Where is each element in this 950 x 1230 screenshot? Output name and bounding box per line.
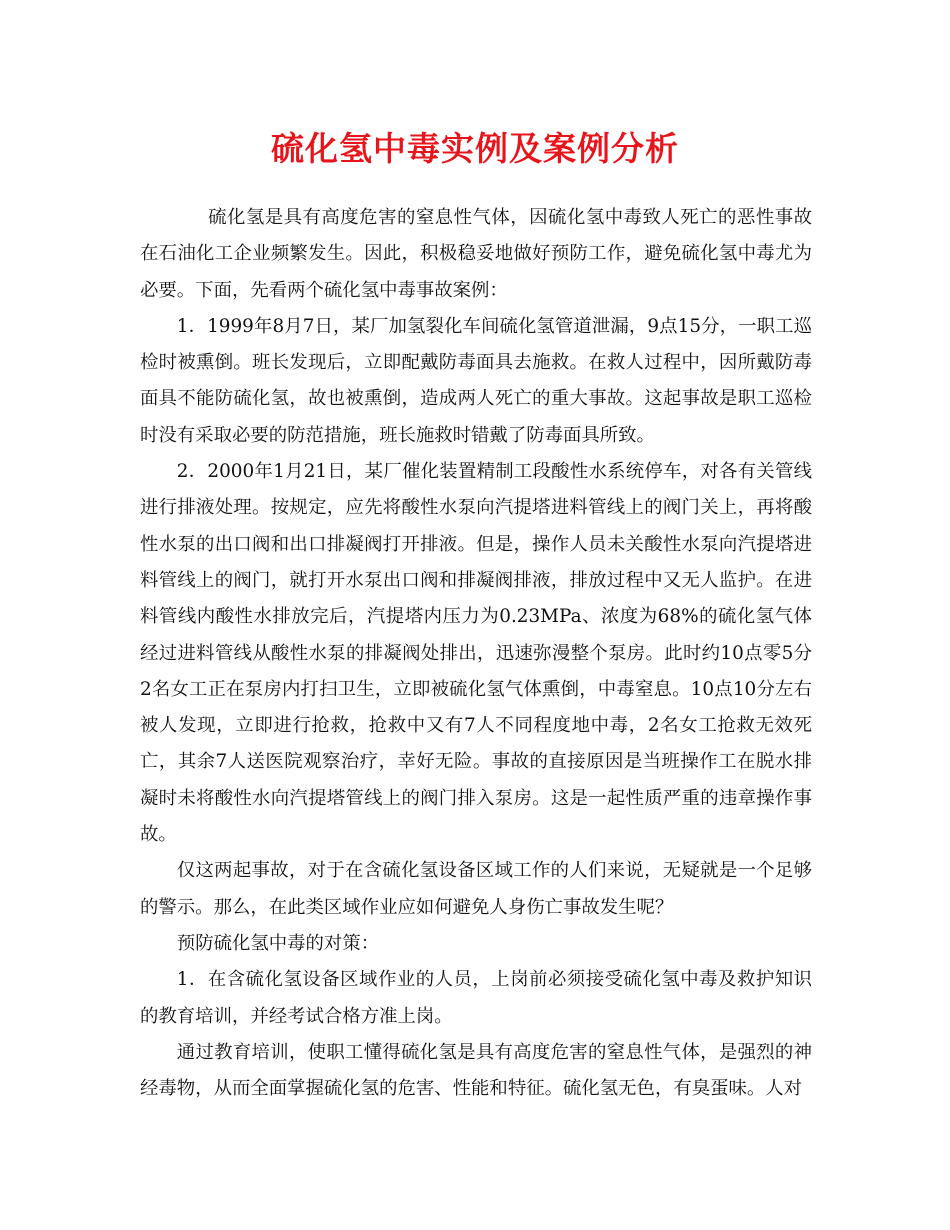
paragraph-case-2: 2．2000年1月21日，某厂催化装置精制工段酸性水系统停车，对各有关管线进行排液处理。按规定，应先将酸性水泵向汽提塔进料管线上的阀门关上，再将酸性水泵的出口阀和出口排凝阀打开排液。但是，操作人员未关酸性水泵向汽提塔进料管线上的阀门，就打开水泵出口阀和排凝阀排液，排放过程中又无人监护。在进料管线内酸性水排放完后，汽提塔内压力为0.23MPa、浓度为68%的硫化氢气体经过进料管线从酸性水泵的排凝阀处排出，迅速弥漫整个泵房。此时约10点零5分2名女工正在泵房内打扫卫生，立即被硫化氢气体熏倒，中毒窒息。10点10分左右被人发现，立即进行抢救，抢救中又有7人不同程度地中毒，2名女工抢救无效死亡，其余7人送医院观察治疗，幸好无险。事故的直接原因是当班操作工在脱水排凝时未将酸性水向汽提塔管线上的阀门排入泵房。这是一起性质严重的违章操作事故。 [140,461,812,846]
paragraph-intro: 硫化氢是具有高度危害的窒息性气体，因硫化氢中毒致人死亡的恶性事故在石油化工企业频繁发生。因此，积极稳妥地做好预防工作，避免硫化氢中毒尤为必要。下面，先看两个硫化氢中毒事故案例： [140,207,812,301]
paragraph-warning: 仅这两起事故，对于在含硫化氢设备区域工作的人们来说，无疑就是一个足够的警示。那么，在此类区域作业应如何避免人身伤亡事故发生呢？ [140,860,812,918]
document-body [140,200,812,1107]
document-title: 硫化氢中毒实例及案例分析 [271,129,679,168]
paragraph-countermeasure-1: 1．在含硫化氢设备区域作业的人员，上岗前必须接受硫化氢中毒及救护知识的教育培训，并经考试合格方准上岗。 [140,969,812,1027]
paragraph-case-1: 1．1999年8月7日，某厂加氢裂化车间硫化氢管道泄漏，9点15分，一职工巡检时被熏倒。班长发现后，立即配戴防毒面具去施救。在救人过程中，因所戴防毒面具不能防硫化氢，故也被熏倒，造成两人死亡的重大事故。这起事故是职工巡检时没有采取必要的防范措施，班长施救时错戴了防毒面具所致。 [140,315,812,446]
paragraph-training: 通过教育培训，使职工懂得硫化氢是具有高度危害的窒息性气体，是强烈的神经毒物，从而全面掌握硫化氢的危害、性能和特征。硫化氢无色，有臭蛋味。人对 [140,1041,812,1100]
paragraph-countermeasures-heading: 预防硫化氢中毒的对策： [176,932,380,954]
